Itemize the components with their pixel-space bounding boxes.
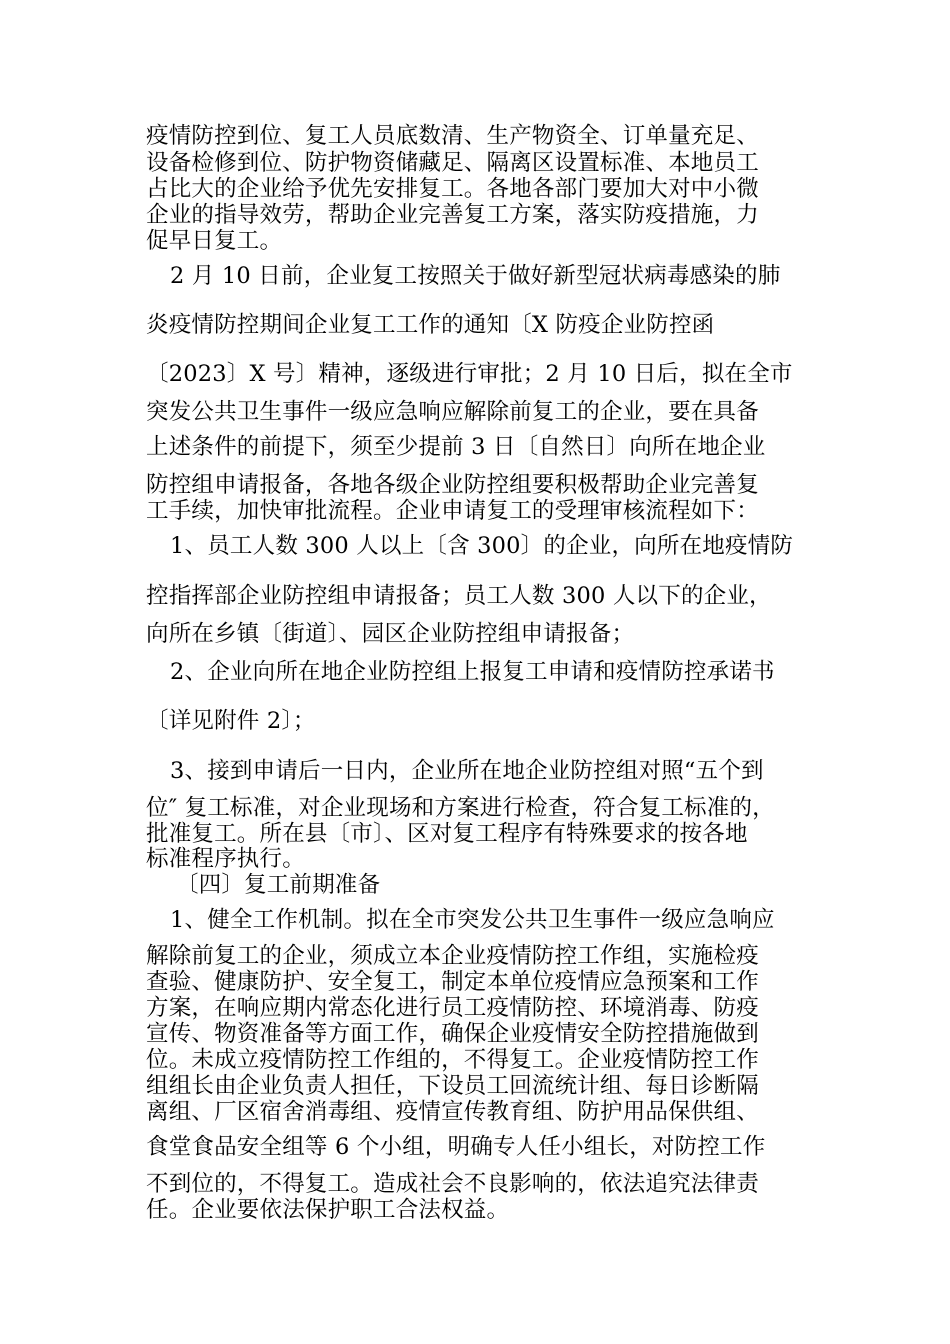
- text-line: 控指挥部企业防控组申请报备；员工人数 300 人以下的企业，: [146, 583, 772, 609]
- text-line: 方案，在响应期内常态化进行员工疫情防控、环境消毒、防疫: [146, 995, 759, 1021]
- text-line: 2 月 10 日前，企业复工按照关于做好新型冠状病毒感染的肺: [170, 263, 781, 289]
- text-line: 食堂食品安全组等 6 个小组，明确专人任小组长，对防控工作: [146, 1134, 766, 1160]
- text-line: 设备检修到位、防护物资储藏足、隔离区设置标准、本地员工: [146, 150, 759, 176]
- text-line: 工手续，加快审批流程。企业申请复工的受理审核流程如下：: [146, 498, 759, 524]
- text-line: 位″ 复工标准，对企业现场和方案进行检查，符合复工标准的，: [146, 795, 775, 821]
- text-line: 突发公共卫生事件一级应急响应解除前复工的企业，要在具备: [146, 399, 759, 425]
- text-line: 防控组申请报备，各地各级企业防控组要积极帮助企业完善复: [146, 472, 759, 498]
- section-heading: 〔四〕复工前期准备: [176, 872, 381, 898]
- text-line: 〔详见附件 2〕；: [146, 708, 316, 734]
- text-line: 2、企业向所在地企业防控组上报复工申请和疫情防控承诺书: [170, 659, 775, 685]
- text-line: 上述条件的前提下，须至少提前 3 日〔自然日〕向所在地企业: [146, 434, 766, 460]
- text-line: 解除前复工的企业，须成立本企业疫情防控工作组，实施检疫: [146, 943, 759, 969]
- text-line: 组组长由企业负责人担任，下设员工回流统计组、每日诊断隔: [146, 1073, 759, 1099]
- text-line: 炎疫情防控期间企业复工工作的通知〔X 防疫企业防控函: [146, 312, 715, 338]
- text-line: 促早日复工。: [146, 228, 283, 254]
- text-line: 任。企业要依法保护职工合法权益。: [146, 1197, 510, 1223]
- text-line: 不到位的，不得复工。造成社会不良影响的，依法追究法律责: [146, 1171, 759, 1197]
- text-line: 疫情防控到位、复工人员底数清、生产物资全、订单量充足、: [146, 123, 759, 149]
- text-line: 位。未成立疫情防控工作组的，不得复工。企业疫情防控工作: [146, 1047, 759, 1073]
- text-line: 1、健全工作机制。拟在全市突发公共卫生事件一级应急响应: [170, 907, 775, 933]
- text-line: 3、接到申请后一日内，企业所在地企业防控组对照“五个到: [170, 758, 764, 784]
- text-line: 向所在乡镇〔街道〕、园区企业防控组申请报备；: [146, 621, 635, 647]
- text-line: 占比大的企业给予优先安排复工。各地各部门要加大对中小微: [146, 176, 759, 202]
- text-line: 查验、健康防护、安全复工，制定本单位疫情应急预案和工作: [146, 969, 759, 995]
- text-line: 标准程序执行。: [146, 846, 305, 872]
- text-line: 〔2023〕X 号〕精神，逐级进行审批；2 月 10 日后，拟在全市: [146, 361, 793, 387]
- text-line: 离组、厂区宿舍消毒组、疫情宣传教育组、防护用品保供组、: [146, 1099, 759, 1125]
- text-line: 批准复工。所在县〔市〕、区对复工程序有特殊要求的按各地: [146, 821, 748, 847]
- text-line: 宣传、物资准备等方面工作，确保企业疫情安全防控措施做到: [146, 1021, 759, 1047]
- text-line: 企业的指导效劳，帮助企业完善复工方案，落实防疫措施，力: [146, 202, 759, 228]
- text-line: 1、员工人数 300 人以上〔含 300〕的企业，向所在地疫情防: [170, 533, 794, 559]
